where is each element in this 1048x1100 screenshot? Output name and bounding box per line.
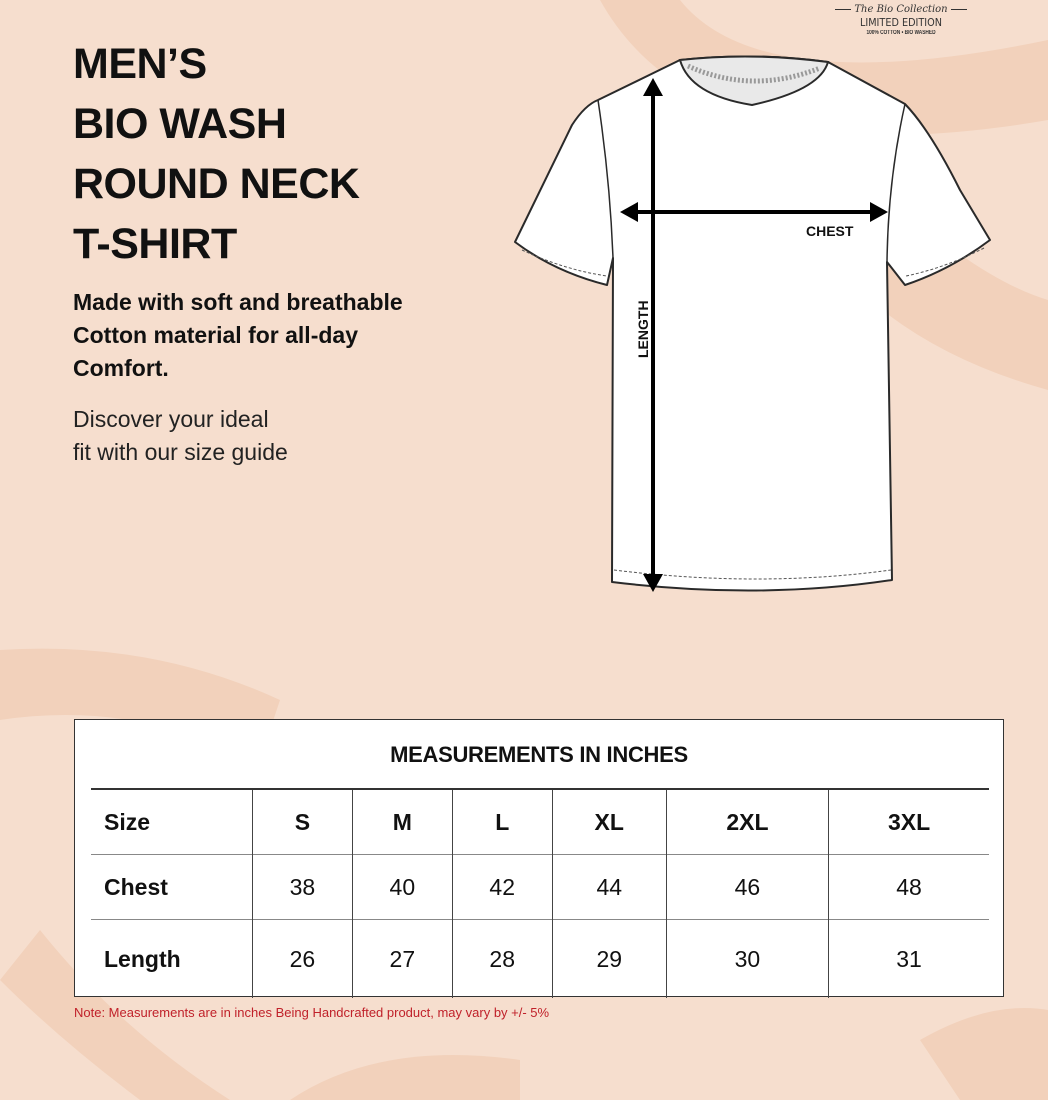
table-cell: 48 [829,855,989,920]
product-description [73,286,493,385]
size-chart-heading: MEASUREMENTS IN INCHES [390,742,688,767]
size-guide-intro [73,403,493,469]
size-chart [74,719,1004,997]
table-cell: 30 [666,920,828,999]
table-cell: 26 [253,920,353,999]
title-line: BIO WASH [73,100,287,148]
description-line: Made with soft and breathable [73,289,403,315]
tshirt-outline [515,56,990,590]
title-line: ROUND NECK [73,160,360,208]
cta-line: Discover your ideal [73,406,269,432]
column-header: Size [91,789,253,855]
table-cell: 29 [552,920,666,999]
title-line: MEN’S [73,40,207,88]
length-label: LENGTH [635,300,651,358]
tshirt-diagram [505,48,1000,608]
table-cell: 40 [352,855,452,920]
title-line: T-SHIRT [73,220,237,268]
brand-script: The Bio Collection [816,4,986,15]
column-header: S [253,789,353,855]
table-cell: 44 [552,855,666,920]
description-line: Comfort. [73,355,169,381]
row-label: Length [91,920,253,999]
measurement-note: Note: Measurements are in inches Being Handcrafted product, may vary by +/- 5% [74,1005,550,1020]
row-label: Chest [91,855,253,920]
table-cell: 31 [829,920,989,999]
table-cell: 28 [452,920,552,999]
table-cell: 27 [352,920,452,999]
table-row [91,920,989,999]
column-header: XL [552,789,666,855]
product-title [73,34,359,274]
column-header: 2XL [666,789,828,855]
brand-badge [816,4,986,36]
brand-edition: LIMITED EDITION [859,16,943,29]
column-header: L [452,789,552,855]
table-header-row [91,789,989,855]
table-row [91,855,989,920]
chest-label: CHEST [806,223,854,239]
description-line: Cotton material for all-day [73,322,358,348]
cta-line: fit with our size guide [73,439,288,465]
table-cell: 42 [452,855,552,920]
table-cell: 46 [666,855,828,920]
brand-sub: 100% COTTON • BIO WASHED [866,30,936,36]
column-header: M [352,789,452,855]
size-table [91,788,989,998]
table-cell: 38 [253,855,353,920]
column-header: 3XL [829,789,989,855]
